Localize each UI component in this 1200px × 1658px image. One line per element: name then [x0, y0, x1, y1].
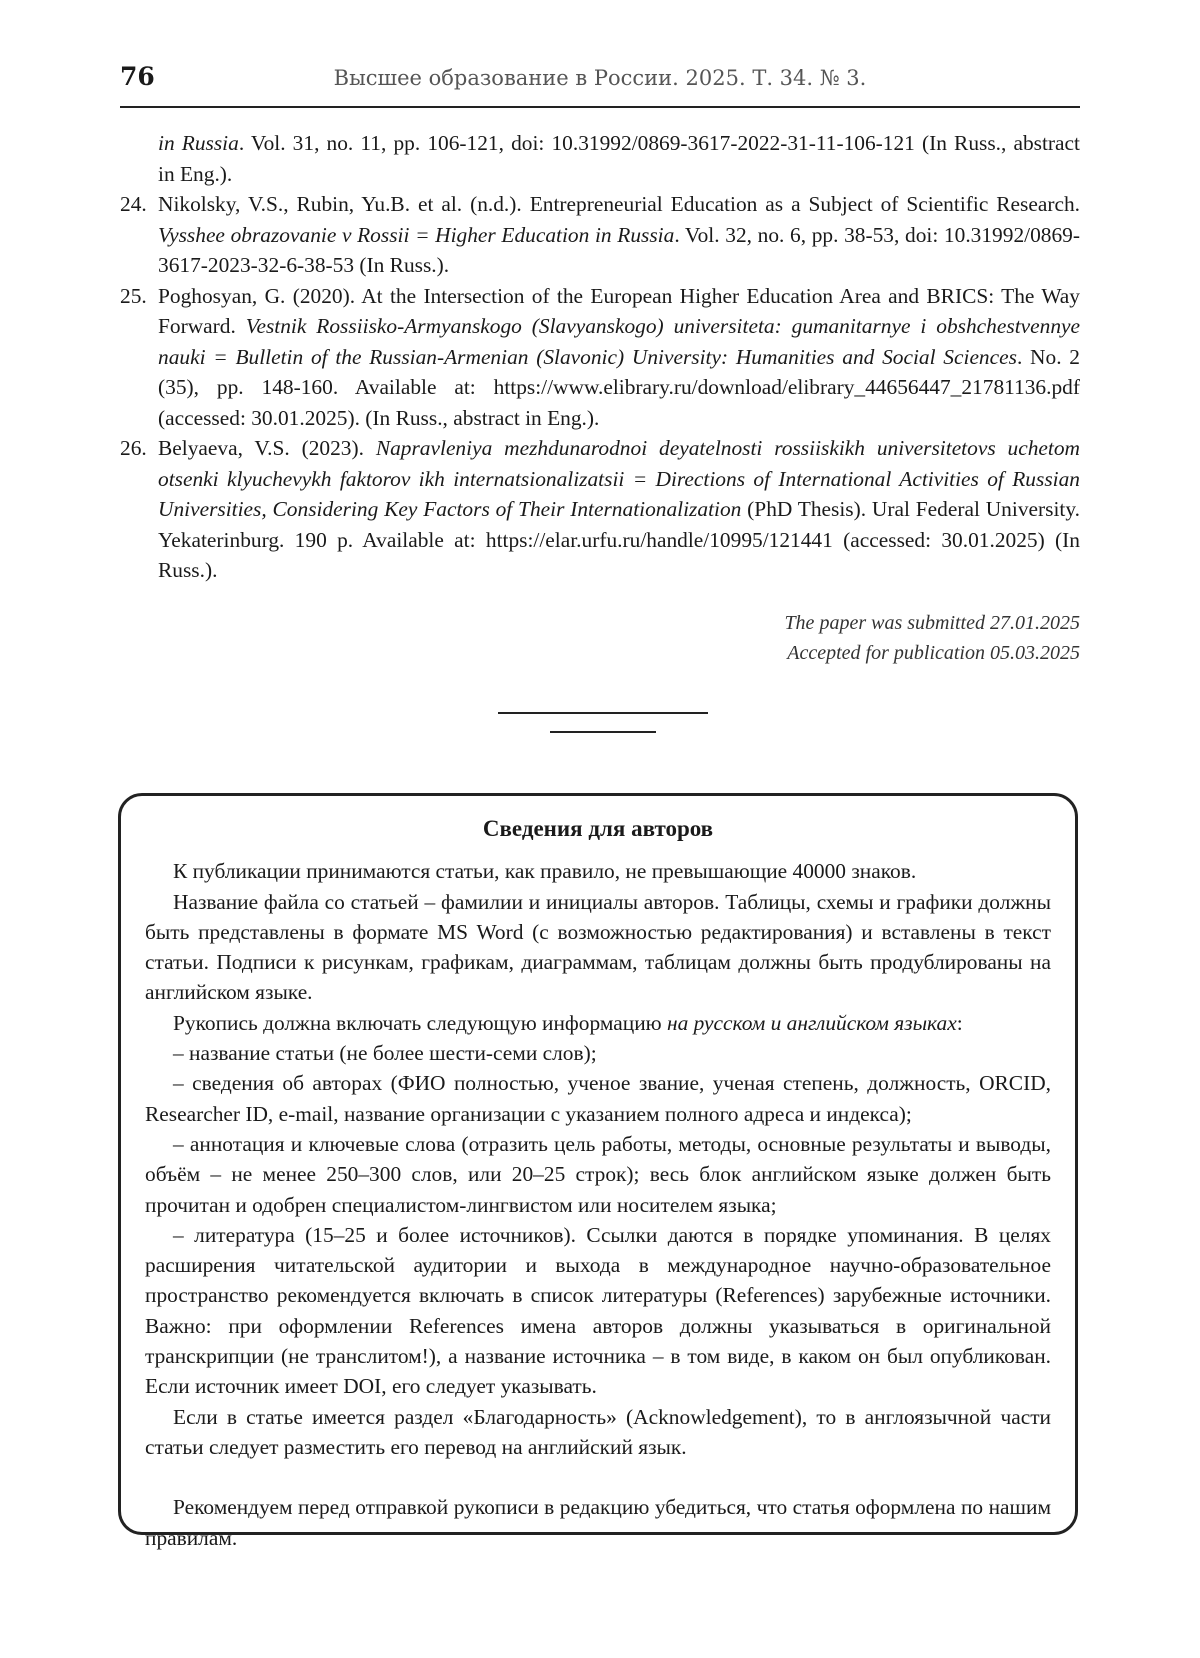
accepted-date: Accepted for publication 05.03.2025 — [787, 642, 1080, 664]
submission-dates — [620, 608, 1080, 668]
box-paragraph: К публикации принимаются статьи, как правило, не превышающие 40000 знаков. — [173, 859, 917, 884]
section-divider-short — [550, 731, 656, 733]
reference-text: Nikolsky, V.S., Rubin, Yu.B. et al. (n.d.). Entrepreneurial Education as a Subject of Scientific Research. — [158, 192, 1080, 216]
page-number: 76 — [120, 62, 155, 91]
box-text: Рукопись должна включать следующую информацию — [173, 1010, 667, 1035]
box-paragraph — [145, 1008, 1051, 1038]
reference-item — [120, 281, 1080, 434]
box-list-item: – сведения об авторах (ФИО полностью, ученое звание, ученая степень, должность, ORCID, Researcher ID, e-mail, название организации с указанием полного адреса и индекса); — [145, 1071, 1051, 1126]
box-list-item: – название статьи (не более шести-семи слов); — [173, 1041, 597, 1066]
reference-item — [120, 128, 1080, 189]
box-list-item: – аннотация и ключевые слова (отразить цель работы, методы, основные результаты и выводы, объём – не менее 250–300 слов, или 20–25 строк); весь блок английском языке должен быть прочитан и одобрен специалистом-лингвистом или носителем языка; — [145, 1131, 1051, 1217]
box-paragraph: Если в статье имеется раздел «Благодарность» (Acknowledgement), то в англоязычной части статьи следует разместить его перевод на английский язык. — [145, 1404, 1051, 1459]
reference-number: 25. — [120, 283, 147, 308]
running-title: Высшее образование в России. 2025. Т. 34. № 3. — [333, 66, 867, 90]
box-text-italic: на русском и английском языках — [666, 1010, 957, 1035]
page-header — [120, 62, 1080, 108]
reference-number: 24. — [120, 192, 147, 216]
authors-info-title: Сведения для авторов — [482, 816, 714, 841]
reference-text: . Vol. 32, no. 6, pp. 38-53, doi: 10.31992/0869-3617-2023-32-6-38-53 (In Russ.). — [158, 222, 1080, 277]
reference-text: (PhD Thesis). Ural Federal University. Yekaterinburg. 190 p. Available at: https://elar.urfu.ru/handle/10995/121441 (accessed: 30.01.2025) (In Russ.). — [158, 497, 1080, 582]
reference-text: Belyaeva, V.S. (2023). — [158, 436, 376, 460]
reference-text-italic: Napravleniya mezhdunarodnoi deyatelnosti rossiiskikh universitetovs uchetom otsenki klyuchevykh faktorov ikh internatsionalizatsii = Directions of International Activities of Russian Universities, Considering Key Factors of Their Internationalization — [158, 436, 1080, 521]
reference-number: 26. — [120, 436, 147, 460]
reference-text-italic: Vestnik Rossiisko-Armyanskogo (Slavyanskogo) universiteta: gumanitarnye i obshchestvennye nauki = Bulletin of the Russian-Armenian (Slavonic) University: Humanities and Social Sciences — [158, 314, 1081, 369]
reference-text: . Vol. 31, no. 11, pp. 106-121, doi: 10.31992/0869-3617-2022-31-11-106-121 (In Russ., abstract in Eng.). — [158, 131, 1080, 186]
box-paragraph: Рекомендуем перед отправкой рукописи в редакцию убедиться, что статья оформлена по нашим правилам. — [145, 1495, 1051, 1550]
box-text: : — [956, 1010, 963, 1035]
box-paragraph: Название файла со статьей – фамилии и инициалы авторов. Таблицы, схемы и графики должны быть представлены в формате MS Word (с возможностью редактирования) и вставлены в текст статьи. Подписи к рисункам, графикам, диаграммам, таблицам должны быть продублированы на английском языке. — [145, 889, 1051, 1005]
authors-info-box — [118, 793, 1078, 1550]
reference-list — [120, 128, 1080, 586]
reference-text-italic: in Russia — [158, 131, 239, 155]
submitted-date: The paper was submitted 27.01.2025 — [784, 612, 1080, 634]
reference-text: Poghosyan, G. (2020). At the Intersection of the European Higher Education Area and BRICS: The Way Forward. — [158, 283, 1080, 338]
box-list-item: – литература (15–25 и более источников). Ссылки даются в порядке упоминания. В целях расширения читательской аудитории и выхода в международное научно-образовательное пространство рекомендуется включать в список литературы (References) зарубежные источники. Важно: при оформлении References имена авторов должны указываться в оригинальной транскрипции (не транслитом!), а название источника – в том виде, в каком он был опубликован. Если источник имеет DOI, его следует указывать. — [145, 1222, 1051, 1399]
reference-item — [120, 189, 1080, 281]
reference-text: . No. 2 (35), pp. 148-160. Available at: https://www.elibrary.ru/download/elibrary_44656447_21781136.pdf (accessed: 30.01.2025). (In Russ., abstract in Eng.). — [158, 344, 1080, 430]
box-spacer — [145, 1462, 1051, 1492]
section-divider-long — [498, 712, 708, 714]
reference-text-italic: Vysshee obrazovanie v Rossii = Higher Education in Russia — [158, 222, 675, 247]
reference-item — [120, 433, 1080, 586]
